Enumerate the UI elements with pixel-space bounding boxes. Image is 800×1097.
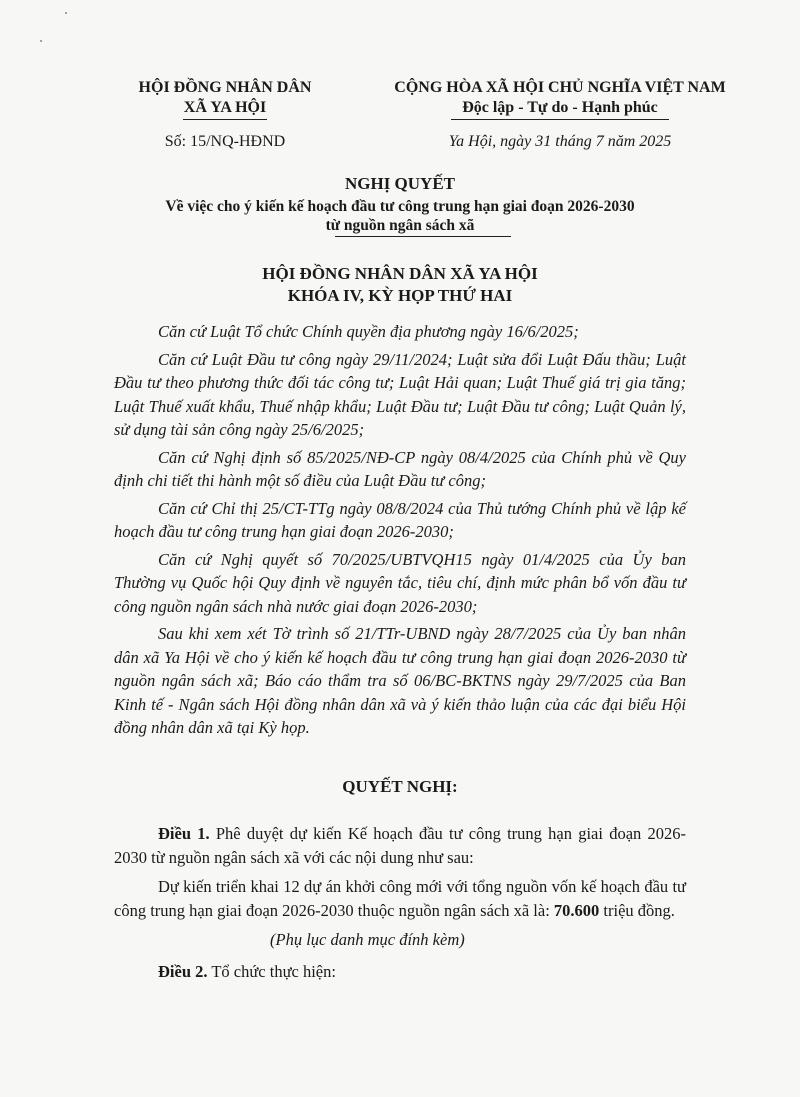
article-1-label: Điều 1. (158, 824, 210, 843)
article-1-detail-suffix: triệu đồng. (599, 900, 675, 920)
article-2-label: Điều 2. (158, 961, 208, 981)
nation-line1: CỘNG HÒA XÃ HỘI CHỦ NGHĨA VIỆT NAM (394, 79, 726, 96)
issuer-line1: HỘI ĐỒNG NHÂN DÂN XÃ YA HỘI (262, 264, 538, 283)
motto-underline (451, 119, 669, 120)
subject-line2: từ nguồn ngân sách xã (325, 217, 475, 234)
issuer-block (0, 263, 800, 307)
document-subject (0, 197, 800, 235)
national-heading (355, 78, 765, 118)
subject-line1: Về việc cho ý kiến kế hoạch đầu tư công trung hạn giai đoạn 2026-2030 (165, 198, 635, 215)
article-1-detail-prefix: Dự kiến triển khai 12 dự án khởi công mới với tổng nguồn vốn kế hoạch đầu tư công trung hạn giai đoạn 2026-2030 thuộc nguồn ngân sách xã là: (114, 877, 686, 920)
subject-underline (335, 236, 511, 237)
article-2-paragraph (114, 960, 686, 984)
document-number: Số: 15/NQ-HĐND (164, 133, 286, 150)
preamble-item: Căn cứ Nghị quyết số 70/2025/UBTVQH15 ngày 01/4/2025 của Ủy ban Thường vụ Quốc hội Quy định về nguyên tắc, tiêu chí, định mức phân bổ vốn đầu tư công nguồn ngân sách nhà nước giai đoạn 2026-2030; (114, 549, 686, 616)
article-1-detail (114, 875, 686, 922)
decision-heading: QUYẾT NGHỊ: (342, 777, 458, 796)
issuer-line2: KHÓA IV, KỲ HỌP THỨ HAI (287, 286, 513, 305)
preamble-item: Căn cứ Chỉ thị 25/CT-TTg ngày 08/8/2024 của Thủ tướng Chính phủ về lập kế hoạch đầu tư công trung hạn giai đoạn 2026-2030; (114, 498, 686, 541)
place-date: Ya Hội, ngày 31 tháng 7 năm 2025 (448, 133, 672, 150)
document-type: NGHỊ QUYẾT (344, 174, 456, 193)
preamble (114, 320, 686, 740)
scan-speck (65, 12, 67, 14)
council-line1: HỘI ĐỒNG NHÂN DÂN (138, 79, 312, 96)
article-2-text: Tổ chức thực hiện: (207, 961, 336, 981)
preamble-item: Căn cứ Nghị định số 85/2025/NĐ-CP ngày 08/4/2025 của Chính phủ về Quy định chi tiết thi hành một số điều của Luật Đầu tư công; (114, 447, 686, 490)
preamble-item: Căn cứ Luật Đầu tư công ngày 29/11/2024; Luật sửa đổi Luật Đấu thầu; Luật Đầu tư theo phương thức đối tác công tư; Luật Hải quan; Luật Thuế giá trị gia tăng; Luật Thuế xuất khẩu, Thuế nhập khẩu; Luật Đầu tư; Luật Đầu tư công; Luật Quản lý, sử dụng tài sản công ngày 25/6/2025; (114, 349, 686, 439)
total-capital-amount: 70.600 (553, 900, 600, 920)
scan-speck (40, 40, 42, 42)
preamble-item: Căn cứ Luật Tổ chức Chính quyền địa phương ngày 16/6/2025; (158, 322, 579, 341)
preamble-item: Sau khi xem xét Tờ trình số 21/TTr-UBND ngày 28/7/2025 của Ủy ban nhân dân xã Ya Hội về cho ý kiến kế hoạch đầu tư công trung hạn giai đoạn 2026-2030 từ nguồn ngân sách xã; Báo cáo thẩm tra số 06/BC-BKTNS ngày 29/7/2025 của Ban Kinh tế - Ngân sách Hội đồng nhân dân xã và ý kiến thảo luận của các đại biểu Hội đồng nhân dân xã tại Kỳ họp. (114, 624, 686, 737)
council-underline (183, 119, 267, 120)
council-name (105, 78, 345, 118)
article-1-text: Phê duyệt dự kiến Kế hoạch đầu tư công trung hạn giai đoạn 2026-2030 từ nguồn ngân sách xã với các nội dung như sau: (114, 824, 687, 867)
nation-motto: Độc lập - Tự do - Hạnh phúc (462, 99, 658, 116)
article-1 (114, 822, 686, 983)
appendix-note: (Phụ lục danh mục đính kèm) (270, 930, 465, 949)
council-line2: XÃ YA HỘI (183, 99, 267, 116)
article-1-paragraph (114, 822, 686, 869)
